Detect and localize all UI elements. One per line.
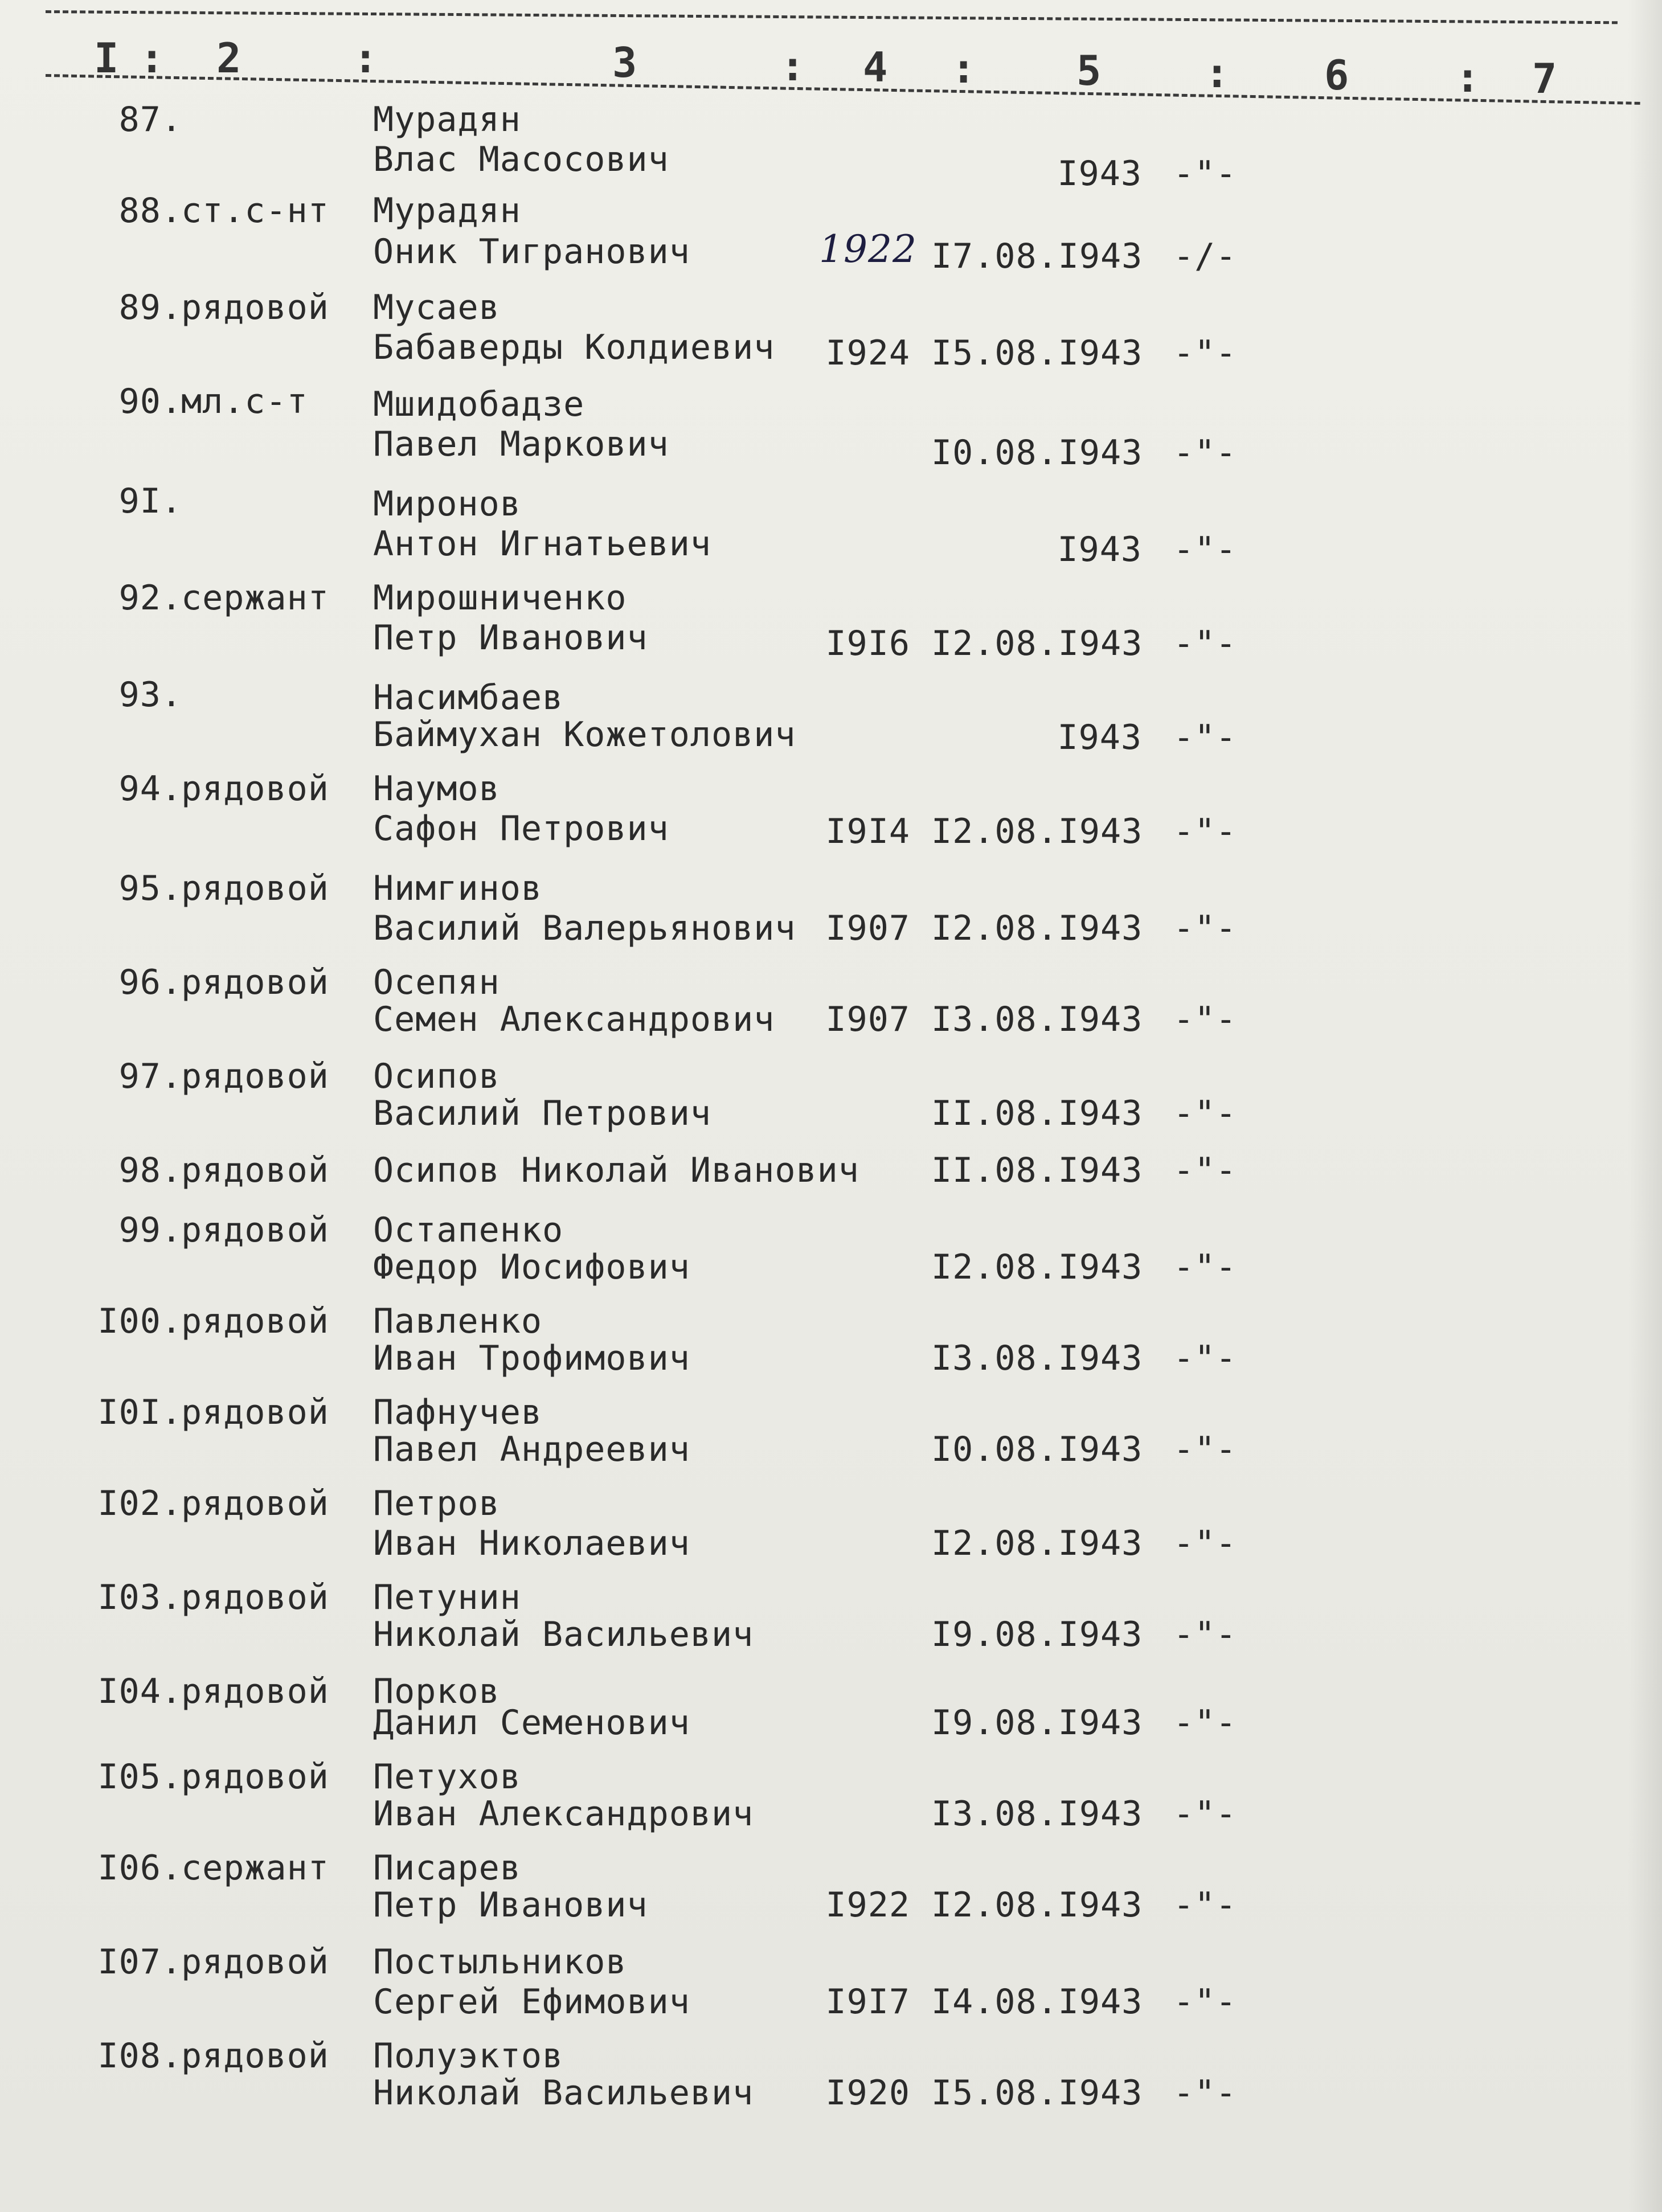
- entry-ditto-mark: -"-: [1173, 2073, 1237, 2113]
- column-separator: :: [140, 34, 165, 82]
- entry-ditto-mark: -"-: [1173, 1885, 1237, 1925]
- entry-surname: Мурадян: [373, 191, 521, 231]
- entry-date: I0.08.I943: [931, 433, 1143, 473]
- column-header-6: 6: [1324, 51, 1349, 99]
- entry-given-names: Петр Иванович: [373, 618, 648, 658]
- entry-date: I3.08.I943: [931, 1794, 1143, 1834]
- entry-birth-year: I924: [825, 333, 910, 373]
- entry-surname: Мурадян: [373, 100, 521, 140]
- entry-number: 87.: [118, 100, 182, 140]
- entry-given-names: Василий Валерьянович: [373, 908, 796, 948]
- entry-surname: Павленко: [373, 1301, 542, 1341]
- entry-date: II.08.I943: [931, 1093, 1143, 1133]
- column-header-2: 2: [216, 34, 241, 82]
- entry-ditto-mark: -"-: [1173, 908, 1237, 948]
- entry-rank: мл.с-т: [181, 382, 308, 421]
- entry-rank: рядовой: [181, 1672, 329, 1711]
- entry-ditto-mark: -"-: [1173, 1247, 1237, 1287]
- entry-ditto-mark: -"-: [1173, 333, 1237, 373]
- entry-given-names: Павел Маркович: [373, 424, 669, 464]
- entry-number: 95.: [118, 869, 182, 908]
- entry-given-names: Николай Васильевич: [373, 1615, 754, 1654]
- entry-birth-year-handwritten: 1922: [819, 227, 917, 271]
- entry-surname: Наумов: [373, 769, 500, 809]
- entry-number: I0I.: [97, 1392, 182, 1432]
- entry-surname: Насимбаев: [373, 678, 564, 718]
- entry-surname: Пафнучев: [373, 1392, 542, 1432]
- entry-given-names: Иван Трофимович: [373, 1338, 690, 1378]
- entry-date: I2.08.I943: [931, 1885, 1143, 1925]
- entry-given-names: Антон Игнатьевич: [373, 524, 711, 564]
- column-header-5: 5: [1076, 47, 1102, 95]
- entry-birth-year: I907: [825, 908, 910, 948]
- entry-surname: Порков: [373, 1672, 500, 1711]
- entry-given-names: Иван Александрович: [373, 1794, 754, 1834]
- entry-rank: рядовой: [181, 869, 329, 908]
- column-header-3: 3: [612, 39, 637, 87]
- entry-birth-year: I920: [825, 2073, 910, 2113]
- entry-ditto-mark: -"-: [1173, 1794, 1237, 1834]
- entry-ditto-mark: -/-: [1173, 236, 1237, 276]
- entry-date: I943: [1057, 718, 1142, 757]
- entry-ditto-mark: -"-: [1173, 1000, 1237, 1039]
- entry-surname: Мусаев: [373, 288, 500, 327]
- entry-ditto-mark: -"-: [1173, 1615, 1237, 1654]
- entry-rank: рядовой: [181, 1392, 329, 1432]
- entry-surname: Осепян: [373, 962, 500, 1002]
- entry-rank: рядовой: [181, 1757, 329, 1797]
- column-header-7: 7: [1532, 55, 1557, 103]
- entry-ditto-mark: -"-: [1173, 1429, 1237, 1469]
- entry-rank: рядовой: [181, 1150, 329, 1190]
- entry-birth-year: I922: [825, 1885, 910, 1925]
- entry-rank: сержант: [181, 1848, 329, 1888]
- entry-ditto-mark: -"-: [1173, 1338, 1237, 1378]
- entry-surname: Постыльников: [373, 1942, 627, 1982]
- entry-rank: рядовой: [181, 1056, 329, 1096]
- entry-date: I5.08.I943: [931, 2073, 1143, 2113]
- entry-rank: сержант: [181, 578, 329, 618]
- entry-surname: Нимгинов: [373, 869, 542, 908]
- entry-number: 88.: [118, 191, 182, 231]
- entry-surname: Миронов: [373, 484, 521, 524]
- entry-given-names: Семен Александрович: [373, 1000, 775, 1039]
- entry-birth-year: I9I6: [825, 624, 910, 663]
- entry-rank: рядовой: [181, 962, 329, 1002]
- entry-surname: Петров: [373, 1484, 500, 1523]
- entry-ditto-mark: -"-: [1173, 1982, 1237, 2022]
- entry-rank: рядовой: [181, 2036, 329, 2076]
- entry-number: 90.: [118, 382, 182, 421]
- entry-given-names: Оник Тигранович: [373, 232, 690, 272]
- entry-number: 93.: [118, 675, 182, 715]
- entry-date: I7.08.I943: [931, 236, 1143, 276]
- entry-birth-year: I907: [825, 1000, 910, 1039]
- entry-number: I07.: [97, 1942, 182, 1982]
- entry-date: I2.08.I943: [931, 1523, 1143, 1563]
- entry-date: I0.08.I943: [931, 1429, 1143, 1469]
- entry-date: I2.08.I943: [931, 624, 1143, 663]
- entry-date: I3.08.I943: [931, 1338, 1143, 1378]
- entry-number: I00.: [97, 1301, 182, 1341]
- entry-rank: ст.с-нт: [181, 191, 329, 231]
- entry-number: I06.: [97, 1848, 182, 1888]
- entry-rank: рядовой: [181, 1942, 329, 1982]
- entry-given-names: Василий Петрович: [373, 1093, 711, 1133]
- entry-number: I05.: [97, 1757, 182, 1797]
- entry-rank: рядовой: [181, 1210, 329, 1250]
- entry-date: I2.08.I943: [931, 1247, 1143, 1287]
- entry-rank: рядовой: [181, 288, 329, 327]
- entry-given-names: Данил Семенович: [373, 1703, 690, 1743]
- entry-rank: рядовой: [181, 1578, 329, 1617]
- entry-birth-year: I9I7: [825, 1982, 910, 2022]
- entry-date: II.08.I943: [931, 1150, 1143, 1190]
- entry-number: 89.: [118, 288, 182, 327]
- entry-date: I9.08.I943: [931, 1703, 1143, 1743]
- entry-number: I02.: [97, 1484, 182, 1523]
- entry-surname: Полуэктов: [373, 2036, 564, 2076]
- entry-number: 92.: [118, 578, 182, 618]
- column-separator: :: [951, 44, 976, 92]
- entry-ditto-mark: -"-: [1173, 530, 1237, 570]
- column-separator: :: [1205, 49, 1230, 97]
- entry-rank: рядовой: [181, 1484, 329, 1523]
- entry-ditto-mark: -"-: [1173, 154, 1237, 194]
- entry-ditto-mark: -"-: [1173, 433, 1237, 473]
- entry-given-names: Баймухан Кожетолович: [373, 715, 796, 755]
- entry-given-names: Сергей Ефимович: [373, 1982, 690, 2022]
- entry-date: I4.08.I943: [931, 1982, 1143, 2022]
- entry-given-names: Сафон Петрович: [373, 809, 669, 849]
- entry-given-names: Влас Масосович: [373, 140, 669, 179]
- entry-date: I943: [1057, 530, 1142, 570]
- entry-date: I2.08.I943: [931, 908, 1143, 948]
- entry-surname: Осипов: [373, 1056, 500, 1096]
- entry-number: I08.: [97, 2036, 182, 2076]
- entry-given-names: Павел Андреевич: [373, 1429, 690, 1469]
- entry-rank: рядовой: [181, 769, 329, 809]
- entry-ditto-mark: -"-: [1173, 1523, 1237, 1563]
- column-separator: :: [780, 42, 805, 90]
- entry-date: I9.08.I943: [931, 1615, 1143, 1654]
- entry-number: 9I.: [118, 481, 182, 521]
- column-header-4: 4: [863, 43, 888, 91]
- entry-ditto-mark: -"-: [1173, 718, 1237, 757]
- entry-surname: Петунин: [373, 1578, 521, 1617]
- entry-ditto-mark: -"-: [1173, 812, 1237, 851]
- entry-rank: рядовой: [181, 1301, 329, 1341]
- entry-surname: Петухов: [373, 1757, 521, 1797]
- entry-number: 94.: [118, 769, 182, 809]
- entry-number: I04.: [97, 1672, 182, 1711]
- entry-surname: Остапенко: [373, 1210, 564, 1250]
- entry-birth-year: I9I4: [825, 812, 910, 851]
- entry-full-name: Осипов Николай Иванович: [373, 1150, 859, 1190]
- entry-number: I03.: [97, 1578, 182, 1617]
- entry-given-names: Федор Иосифович: [373, 1247, 690, 1287]
- entry-ditto-mark: -"-: [1173, 1150, 1237, 1190]
- entry-date: I943: [1057, 154, 1142, 194]
- entry-date: I5.08.I943: [931, 333, 1143, 373]
- entry-given-names: Бабаверды Колдиевич: [373, 327, 775, 367]
- entry-ditto-mark: -"-: [1173, 1703, 1237, 1743]
- column-separator: :: [353, 34, 378, 82]
- entry-number: 99.: [118, 1210, 182, 1250]
- entry-given-names: Николай Васильевич: [373, 2073, 754, 2113]
- entry-ditto-mark: -"-: [1173, 624, 1237, 663]
- entry-given-names: Петр Иванович: [373, 1885, 648, 1925]
- entry-date: I3.08.I943: [931, 1000, 1143, 1039]
- entry-number: 97.: [118, 1056, 182, 1096]
- entry-date: I2.08.I943: [931, 812, 1143, 851]
- entry-number: 98.: [118, 1150, 182, 1190]
- entry-surname: Мирошниченко: [373, 578, 627, 618]
- entry-surname: Мшидобадзе: [373, 384, 585, 424]
- entry-given-names: Иван Николаевич: [373, 1523, 690, 1563]
- entry-number: 96.: [118, 962, 182, 1002]
- column-separator: :: [1455, 54, 1480, 101]
- column-header-1: I: [94, 34, 119, 82]
- entry-ditto-mark: -"-: [1173, 1093, 1237, 1133]
- entry-surname: Писарев: [373, 1848, 521, 1888]
